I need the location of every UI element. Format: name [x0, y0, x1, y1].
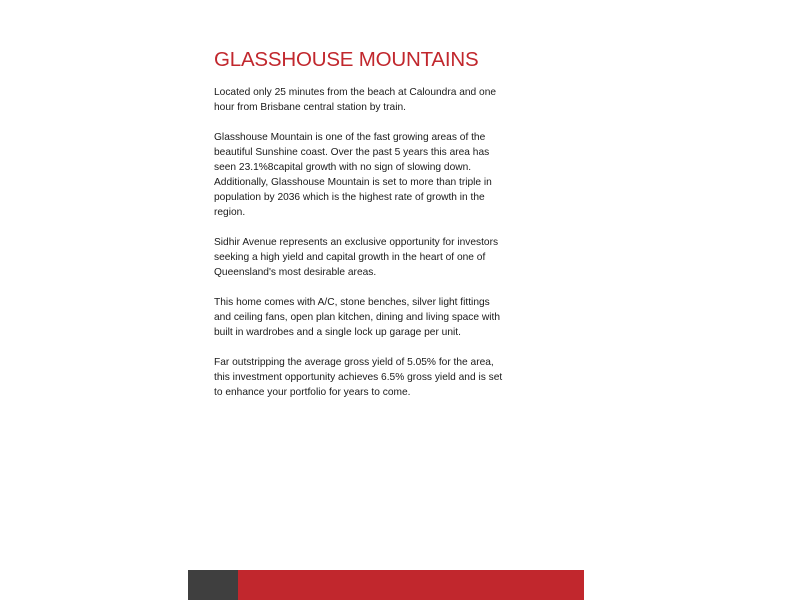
paragraph-opportunity: Sidhir Avenue represents an exclusive opportunity for investors seeking a high yield and capital growth in the heart of one of Queensland's most desirable areas. — [214, 237, 499, 278]
page-title: GLASSHOUSE MOUNTAINS — [214, 48, 479, 71]
paragraph-yield: Far outstripping the average gross yield of 5.05% for the area, this investment opportunity achieves 6.5% gross yield and is set to enhance your portfolio for years to come. — [214, 357, 503, 398]
footer-grey-block — [188, 570, 238, 600]
footer-bar — [188, 570, 584, 600]
paragraph-growth: Glasshouse Mountain is one of the fast growing areas of the beautiful Sunshine coast. Over the past 5 years this area has seen 23.1%8capital growth with no sign of slowing down. Additionally, Glasshouse Mountain is set to more than triple in population by 2036 which is the highest rate of growth in the region. — [214, 132, 492, 218]
footer-red-block — [238, 570, 584, 600]
content-column — [214, 48, 504, 415]
paragraph-location: Located only 25 minutes from the beach at Caloundra and one hour from Brisbane central station by train. — [214, 87, 497, 113]
paragraph-features: This home comes with A/C, stone benches, silver light fittings and ceiling fans, open plan kitchen, dining and living space with built in wardrobes and a single lock up garage per unit. — [214, 297, 501, 338]
